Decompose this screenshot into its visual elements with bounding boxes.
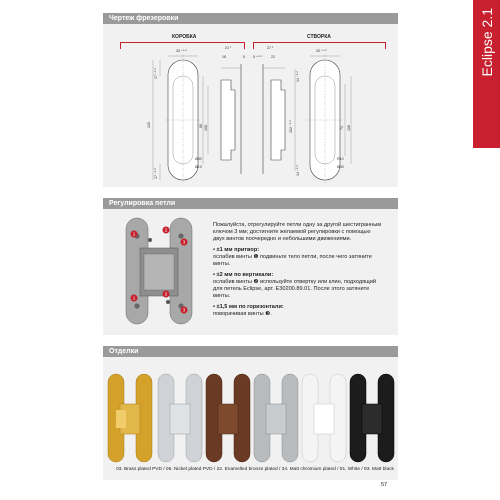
dim-height-108b: 108 <box>347 125 351 131</box>
dim-width-30: 30 ⁺⁰·² <box>176 49 187 53</box>
callout-number: 1 <box>132 231 136 237</box>
dim-radius-10: Ø10 <box>195 165 202 169</box>
dim-27: 27 ¹ <box>267 46 274 50</box>
dim-22: 22 <box>271 55 275 59</box>
callout-number: 2 <box>164 227 168 233</box>
adjust-item <box>213 304 383 318</box>
dim-height-14a: 14 ⁺⁰·² <box>296 71 300 82</box>
adjust-item-text: ослабив винты ❶ подвиньте тело петли, после чего затяните винты. <box>213 254 372 267</box>
adjust-item-head: • ±1,5 мм по горизонтали: <box>213 304 284 310</box>
brand-tab-label: Eclipse 2.1 <box>479 8 495 77</box>
finish-matt-black <box>350 374 394 462</box>
brand-tab <box>474 0 500 148</box>
finish-nickel <box>158 374 202 462</box>
hinge-adjust-illustration <box>120 214 200 329</box>
dim-radius-30b: Ø30 <box>337 165 344 169</box>
screw-icon <box>166 300 170 304</box>
dim-height-102: 102 ⁺⁰·² <box>289 120 293 133</box>
dim-height-17: 17 ⁺⁰·² <box>154 68 158 79</box>
adjust-section-header <box>103 198 398 209</box>
dim-5b: 5 ⁺⁰·² <box>253 55 262 59</box>
finish-bronze <box>206 374 250 462</box>
adjust-item-text: поворачивая винты ❸. <box>213 311 272 317</box>
finishes-section-header <box>103 346 398 357</box>
dim-height-71: 71 <box>340 126 344 130</box>
hinge-arm <box>144 254 174 290</box>
screw-icon <box>178 233 183 238</box>
adjust-item <box>213 272 383 300</box>
page-number: 57 <box>381 482 388 488</box>
milling-section-title: Чертеж фрезеровки <box>109 15 179 22</box>
dim-width-30-leaf: 30 ⁺⁰·² <box>316 49 327 53</box>
adjust-item <box>213 247 383 268</box>
callout-number: 3 <box>182 307 186 313</box>
finishes-caption: 03. Brass plated PVD / 06. Nickel plated PVD / 22. Enamelled bronze plated / 34. Matt chromium plated / 91. White / 93. Matt black <box>116 467 394 472</box>
finishes-section-title: Отделки <box>109 348 139 355</box>
frame-profile <box>221 80 235 160</box>
adjust-section-title: Регулировка петли <box>109 200 176 207</box>
screw-icon <box>148 238 152 242</box>
callout-number: 1 <box>132 295 136 301</box>
leaf-profile <box>271 80 285 160</box>
screw-icon <box>134 303 139 308</box>
adjust-item-head: • ±2 мм по вертикали: <box>213 272 274 278</box>
dim-radius-10b: R10 <box>337 157 344 161</box>
finish-matt-chrome <box>254 374 298 462</box>
leaf-label: СТВОРКА <box>307 34 331 40</box>
finish-white <box>302 374 346 462</box>
dim-height-17b: 17 ⁺⁰·² <box>154 168 158 179</box>
dim-5: 5 <box>243 55 245 59</box>
milling-drawing <box>103 24 398 187</box>
adjust-item-head: • ±1 мм притвор: <box>213 247 260 253</box>
dim-18: 18 <box>222 55 226 59</box>
dim-height-120: 120 <box>147 122 151 128</box>
frame-label: КОРОБКА <box>172 34 197 40</box>
milling-section-header <box>103 13 398 24</box>
dim-height-108: 108 <box>204 125 208 131</box>
dim-height-68: 68 <box>199 124 203 128</box>
finish-brass <box>108 374 152 462</box>
finishes-illustration <box>106 370 396 465</box>
callout-number: 2 <box>164 291 168 297</box>
dim-radius-30: Ø30 <box>195 157 202 161</box>
dim-21: 21 ¹ <box>225 46 232 50</box>
callout-number: 3 <box>182 239 186 245</box>
dim-height-14b: 14 ⁺⁰·² <box>296 165 300 176</box>
adjust-intro: Пожалуйста, отрегулируйте петли одну за другой шестигранным ключом 3 мм; достигните желаемой регулировки с помощью двух винтов поочередно и небольшими движениями. <box>213 222 382 242</box>
adjust-item-text: ослабив винты ❷ используйте отвертку или клин, подходящий для петель Eclipse, арт. E30200.89.01. После этого затяните винты. <box>213 279 377 299</box>
adjust-instructions <box>213 222 383 318</box>
